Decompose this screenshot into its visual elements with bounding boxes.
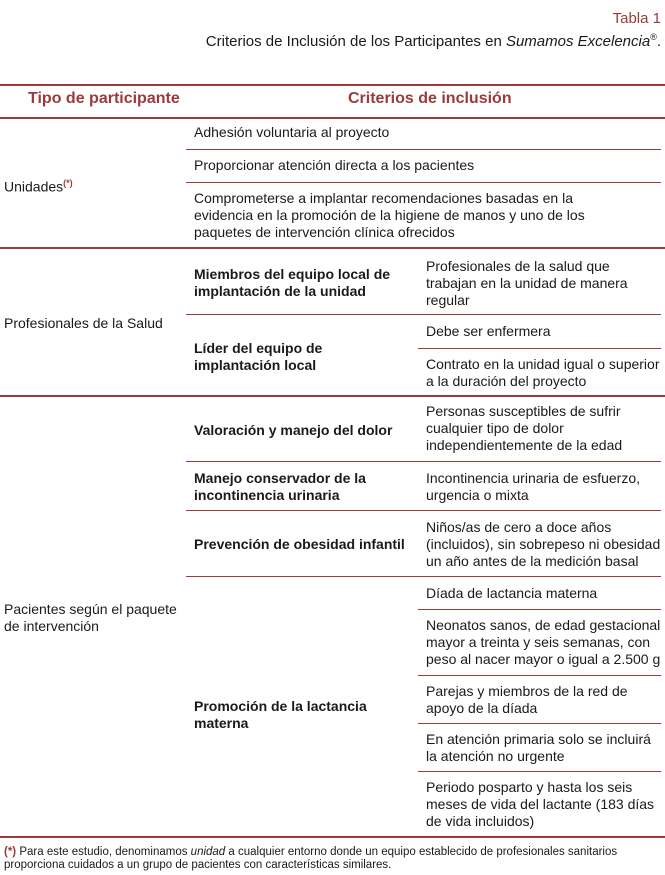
footnote: (*) Para este estudio, denominamos unidad a cualquier entorno donde un equipo establecido de profesionales sanitarios proporciona cuidados a un grupo de pacientes con características similares. bbox=[4, 846, 618, 871]
role-name: Miembros del equipo local de implantación de la unidad bbox=[194, 266, 391, 299]
row-divider bbox=[186, 510, 661, 511]
group-divider bbox=[0, 395, 665, 397]
criteria-item: Parejas y miembros de la red de apoyo de la díada bbox=[426, 683, 628, 716]
row-divider bbox=[418, 723, 661, 724]
row-divider bbox=[186, 461, 661, 462]
criteria-item: Adhesión voluntaria al proyecto bbox=[194, 124, 390, 140]
row-divider bbox=[418, 348, 661, 349]
table-label: Tabla 1 bbox=[612, 10, 661, 27]
table-caption bbox=[206, 10, 661, 51]
criteria-item: Periodo posparto y hasta los seis meses de vida del lactante (183 días de vida incluidos) bbox=[426, 779, 655, 829]
group-label-unidades: Unidades(*) bbox=[4, 178, 73, 195]
row-divider bbox=[418, 609, 661, 610]
criteria-item: Profesionales de la salud que trabajan en la unidad de manera regular bbox=[426, 258, 628, 308]
row-divider bbox=[418, 771, 661, 772]
row-divider bbox=[186, 576, 661, 577]
header-bottom-rule bbox=[0, 117, 665, 119]
row-divider bbox=[186, 182, 661, 183]
role-name: Líder del equipo de implantación local bbox=[194, 340, 323, 373]
header-inclusion-criteria: Criterios de inclusión bbox=[348, 90, 512, 107]
criteria-item: Niños/as de cero a doce años (incluidos), sin sobrepeso ni obesidad un año antes de la medición basal bbox=[426, 519, 661, 569]
criteria-item: Contrato en la unidad igual o superior a la duración del proyecto bbox=[426, 356, 660, 389]
header-participant-type: Tipo de participante bbox=[28, 90, 180, 107]
group-label-profesionales: Profesionales de la Salud bbox=[4, 315, 163, 331]
package-name: Manejo conservador de la incontinencia urinaria bbox=[194, 470, 366, 503]
criteria-item: Personas susceptibles de sufrir cualquier tipo de dolor independientemente de la edad bbox=[426, 403, 623, 453]
criteria-item: En atención primaria solo se incluirá la atención no urgente bbox=[426, 731, 651, 764]
criteria-item: Incontinencia urinaria de esfuerzo, urgencia o mixta bbox=[426, 470, 641, 503]
criteria-item: Proporcionar atención directa a los pacientes bbox=[194, 157, 475, 173]
table-header bbox=[0, 86, 665, 118]
package-name: Prevención de obesidad infantil bbox=[194, 536, 405, 552]
table-bottom-rule bbox=[0, 836, 665, 838]
row-divider bbox=[418, 675, 661, 676]
criteria-item: Debe ser enfermera bbox=[426, 323, 551, 339]
package-name: Promoción de la lactancia materna bbox=[194, 698, 367, 731]
criteria-item: Comprometerse a implantar recomendaciones basadas en la evidencia en la promoción de la higiene de manos y uno de los paquetes de intervención clínica ofrecidos bbox=[194, 190, 585, 240]
group-divider bbox=[0, 247, 665, 249]
row-divider bbox=[186, 314, 661, 315]
criteria-item: Neonatos sanos, de edad gestacional mayor a treinta y seis semanas, con peso al nacer mayor o igual a 2.500 g bbox=[426, 617, 661, 667]
group-label-pacientes: Pacientes según el paquete de intervención bbox=[4, 601, 177, 634]
package-name: Valoración y manejo del dolor bbox=[194, 422, 393, 438]
row-divider bbox=[186, 149, 661, 150]
table-title: Criterios de Inclusión de los Participantes en Sumamos Excelencia®. bbox=[205, 32, 661, 50]
criteria-item: Díada de lactancia materna bbox=[426, 585, 598, 601]
